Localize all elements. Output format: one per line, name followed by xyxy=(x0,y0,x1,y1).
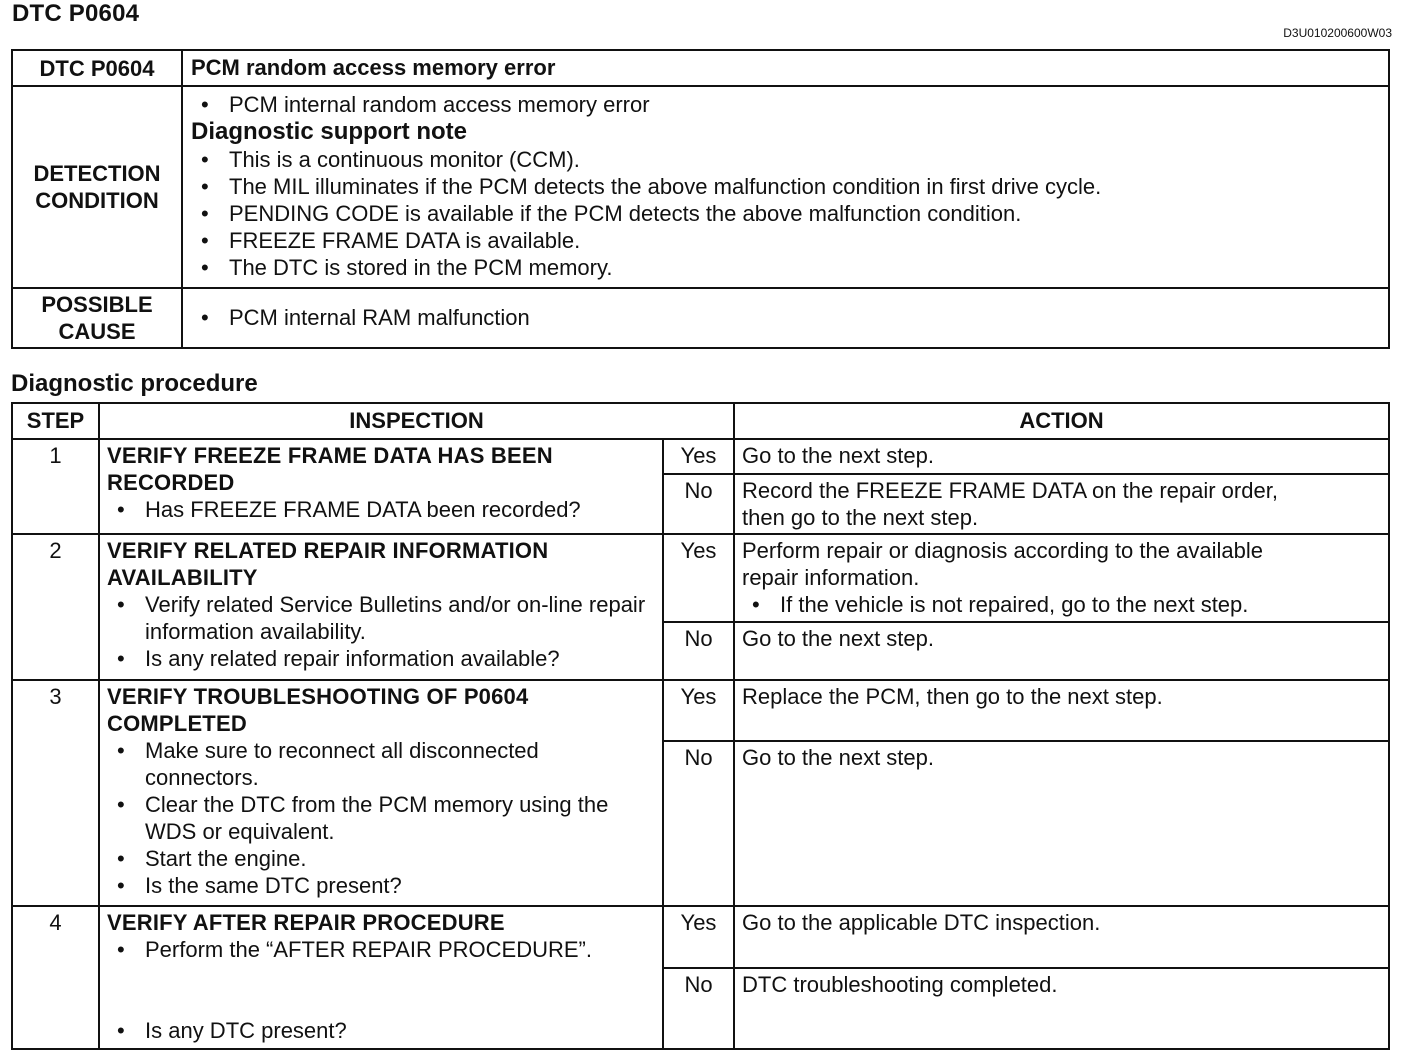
yes-label: Yes xyxy=(663,906,734,968)
action-list xyxy=(742,591,1381,618)
diagnostic-procedure-table xyxy=(11,402,1390,1050)
yes-action: Replace the PCM, then go to the next step. xyxy=(734,680,1389,741)
no-label: No xyxy=(663,622,734,680)
no-label: No xyxy=(663,474,734,534)
dtc-code-description: PCM random access memory error xyxy=(182,50,1389,86)
possible-cause-label: POSSIBLE CAUSE xyxy=(12,288,182,348)
no-action: Record the FREEZE FRAME DATA on the repair order, then go to the next step. xyxy=(734,474,1389,534)
list-item: • PCM internal RAM malfunction xyxy=(191,305,1380,331)
list-item: • Is any related repair information available? xyxy=(107,645,656,672)
table-row xyxy=(12,906,1389,968)
list-item: • Start the engine. xyxy=(107,845,656,872)
document-id: D3U010200600W03 xyxy=(1283,26,1392,40)
list-item: • This is a continuous monitor (CCM). xyxy=(191,146,1380,173)
list-item: • FREEZE FRAME DATA is available. xyxy=(191,227,1380,254)
yes-action: Go to the applicable DTC inspection. xyxy=(734,906,1389,968)
list-item: • The DTC is stored in the PCM memory. xyxy=(191,254,1380,281)
list-item: • PCM internal random access memory error xyxy=(191,91,1380,118)
yes-label: Yes xyxy=(663,680,734,741)
detection-list xyxy=(191,91,1380,118)
inspection-title: RECORDED xyxy=(107,470,235,495)
dtc-code-label: DTC P0604 xyxy=(12,50,182,86)
yes-label: Yes xyxy=(663,439,734,474)
detection-condition-content xyxy=(182,86,1389,288)
no-action: DTC troubleshooting completed. xyxy=(734,968,1389,1049)
no-action: Go to the next step. xyxy=(734,622,1389,680)
inspection-list xyxy=(107,936,656,963)
inspection-header: INSPECTION xyxy=(99,403,734,439)
yes-label: Yes xyxy=(663,534,734,622)
inspection-title: VERIFY AFTER REPAIR PROCEDURE xyxy=(107,910,505,935)
page-title: DTC P0604 xyxy=(12,0,140,27)
possible-cause-row xyxy=(12,288,1389,348)
no-label: No xyxy=(663,741,734,906)
inspection-title: VERIFY RELATED REPAIR INFORMATION xyxy=(107,538,549,563)
inspection-title: COMPLETED xyxy=(107,711,247,736)
action-header: ACTION xyxy=(734,403,1389,439)
inspection-title: AVAILABILITY xyxy=(107,565,258,590)
dtc-code-row xyxy=(12,50,1389,86)
list-item: • Has FREEZE FRAME DATA been recorded? xyxy=(107,496,656,523)
inspection-cell xyxy=(99,439,663,534)
list-item: • Is the same DTC present? xyxy=(107,872,656,899)
no-label: No xyxy=(663,968,734,1049)
table-row xyxy=(12,680,1389,741)
inspection-title: VERIFY TROUBLESHOOTING OF P0604 xyxy=(107,684,529,709)
step-header: STEP xyxy=(12,403,99,439)
list-item: • Make sure to reconnect all disconnected connectors. xyxy=(107,737,656,791)
list-item: • The MIL illuminates if the PCM detects the above malfunction condition in first drive cycle. xyxy=(191,173,1380,200)
inspection-cell xyxy=(99,534,663,680)
inspection-title: VERIFY FREEZE FRAME DATA HAS BEEN xyxy=(107,443,553,468)
inspection-list xyxy=(107,1017,656,1044)
detection-condition-label: DETECTION CONDITION xyxy=(12,86,182,288)
possible-cause-content xyxy=(182,288,1389,348)
procedure-header-row xyxy=(12,403,1389,439)
step-number: 3 xyxy=(12,680,99,906)
step-number: 1 xyxy=(12,439,99,534)
inspection-list xyxy=(107,591,656,672)
list-item: • Clear the DTC from the PCM memory using the WDS or equivalent. xyxy=(107,791,656,845)
table-row xyxy=(12,534,1389,622)
yes-action: Go to the next step. xyxy=(734,439,1389,474)
list-item: • Perform the “AFTER REPAIR PROCEDURE”. xyxy=(107,936,656,963)
detection-condition-row xyxy=(12,86,1389,288)
cause-list xyxy=(191,305,1380,331)
inspection-list xyxy=(107,496,656,523)
yes-action: Perform repair or diagnosis according to the available repair information. • If the vehicle is not repaired, go to the next step. xyxy=(734,534,1389,622)
list-item: • Verify related Service Bulletins and/or on-line repair information availability. xyxy=(107,591,656,645)
step-number: 4 xyxy=(12,906,99,1049)
table-row xyxy=(12,439,1389,474)
dtc-info-table xyxy=(11,49,1390,349)
support-note-title: Diagnostic support note xyxy=(191,118,467,145)
list-item: • Is any DTC present? xyxy=(107,1017,656,1044)
step-number: 2 xyxy=(12,534,99,680)
inspection-list xyxy=(107,737,656,899)
list-item: • PENDING CODE is available if the PCM detects the above malfunction condition. xyxy=(191,200,1380,227)
no-action: Go to the next step. xyxy=(734,741,1389,906)
support-note-list xyxy=(191,146,1380,281)
section-title: Diagnostic procedure xyxy=(11,370,258,397)
inspection-cell xyxy=(99,680,663,906)
list-item: • If the vehicle is not repaired, go to the next step. xyxy=(742,591,1381,618)
inspection-cell xyxy=(99,906,663,1049)
